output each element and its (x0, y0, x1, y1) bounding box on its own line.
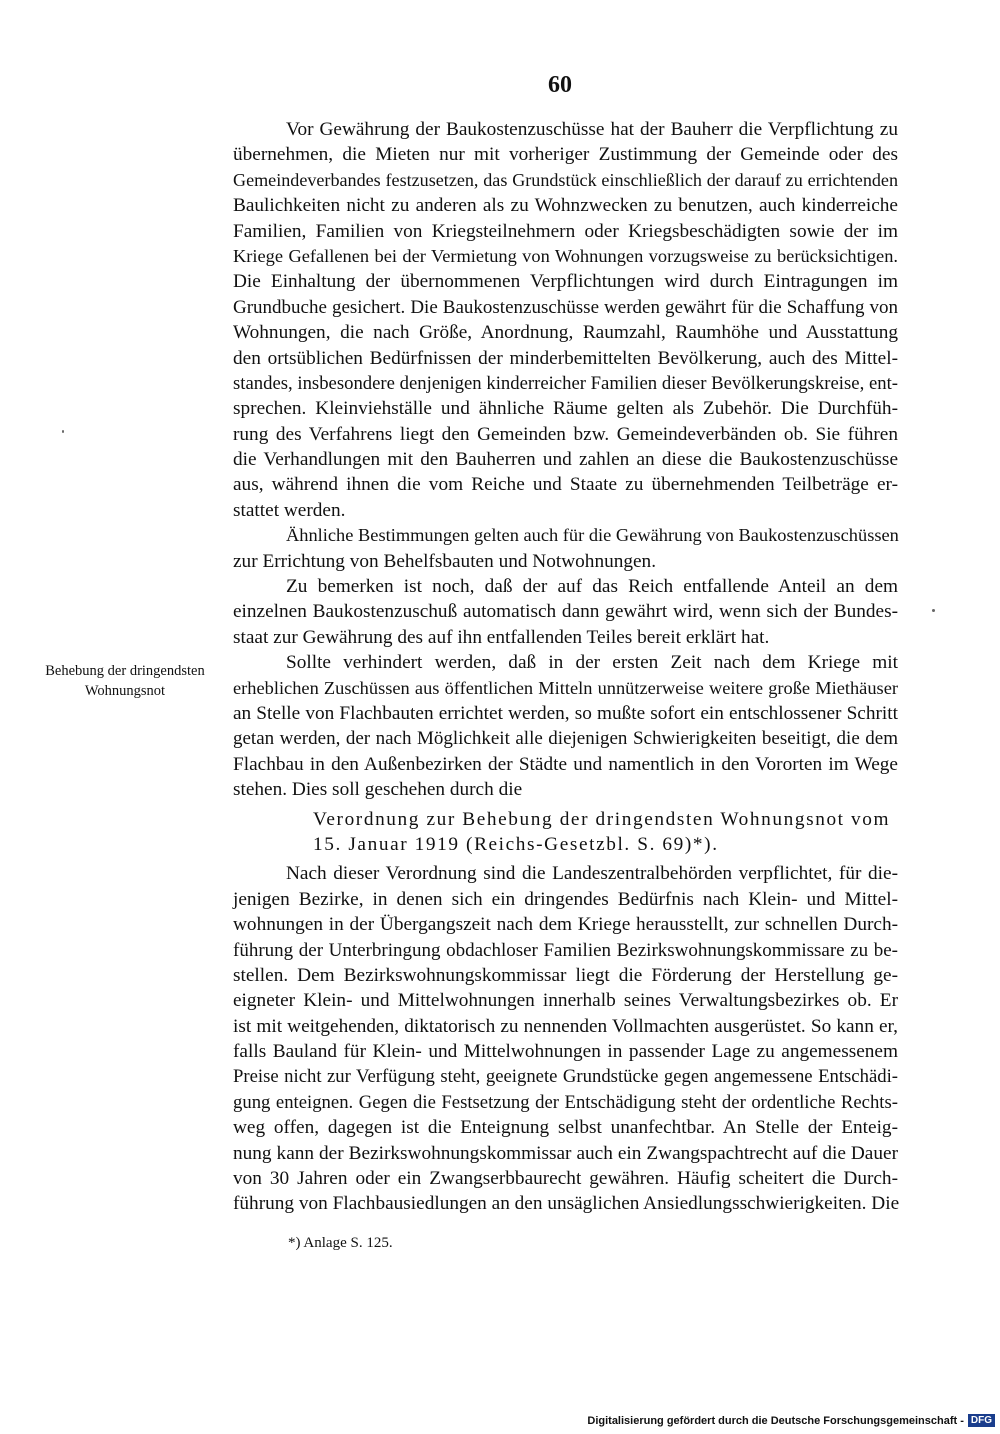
text-line: Vor Gewährung der Baukostenzuschüsse hat der Bauherr die Verpflichtung zu (286, 119, 898, 140)
text-line: Sollte verhindert werden, daß in der ersten Zeit nach dem Kriege mit (286, 652, 898, 674)
body-text (233, 117, 898, 1217)
text-line: falls Bauland für Klein- und Mittelwohnungen in passender Lage zu angemessenem (233, 1041, 898, 1063)
text-line: Familien, Familien von Kriegsteilnehmern oder Kriegsbeschädigten sowie der im (233, 220, 898, 242)
text-line: an Stelle von Flachbauten errichtet werden, so mußte sofort ein entschlossener Schritt (233, 702, 898, 724)
text-line: wohnungen in der Übergangszeit nach dem Kriege herausstellt, zur schnellen Durch- (233, 914, 898, 936)
text-line: ist mit weitgehenden, diktatorisch zu nennenden Vollmachten ausgerüstet. So kann er, (233, 1015, 898, 1037)
digitization-credit (587, 1414, 995, 1427)
scan-speck (62, 430, 64, 433)
text-line: übernehmen, die Mieten nur mit vorheriger Zustimmung der Gemeinde oder des (233, 144, 898, 166)
text-line: nung kann der Bezirkswohnungskommissar auch ein Zwangspachtrecht auf die Dauer (233, 1142, 898, 1164)
text-line: weg offen, dagegen ist die Enteignung selbst unanfechtbar. An Stelle der Enteig- (233, 1117, 898, 1139)
text-line: den ortsüblichen Bedürfnissen der minderbemittelten Bevölkerung, auch des Mittel- (233, 347, 898, 369)
paragraph (233, 117, 898, 523)
text-line: stellen. Dem Bezirkswohnungskommissar liegt die Förderung der Herstellung ge- (233, 964, 898, 986)
dfg-logo: DFG (968, 1414, 995, 1427)
text-line: Preise nicht zur Verfügung steht, geeignete Grundstücke gegen angemessene Entschädi- (233, 1066, 898, 1088)
text-line: Ähnliche Bestimmungen gelten auch für die Gewährung von Baukostenzuschüssen (286, 525, 899, 546)
text-line: zur Errichtung von Behelfsbauten und Notwohnungen. (233, 550, 657, 572)
paragraph (233, 574, 898, 650)
text-line: aus, während ihnen die vom Reiche und Staate zu übernehmenden Teilbeträge er- (233, 474, 898, 496)
text-line: standes, insbesondere denjenigen kinderreicher Familien dieser Bevölkerungskreise, ent- (233, 372, 898, 394)
marginal-note (30, 662, 220, 701)
text-line: Baulichkeiten nicht zu anderen als zu Wohnzwecken zu benutzen, auch kinderreiche (233, 195, 898, 217)
paragraph (233, 523, 898, 574)
credit-text: Digitalisierung gefördert durch die Deutsche Forschungsgemeinschaft - (587, 1414, 964, 1427)
marginal-note-line: Wohnungsnot (84, 682, 166, 699)
paragraph (233, 650, 898, 802)
text-line: eigneter Klein- und Mittelwohnungen innerhalb seines Verwaltungsbezirkes ob. Er (233, 990, 898, 1012)
footnote: *) Anlage S. 125. (288, 1235, 393, 1251)
text-line: 15. Januar 1919 (Reichs-Gesetzbl. S. 69)*). (313, 833, 719, 855)
text-line: staat zur Gewährung des auf ihn entfallenden Teiles bereit erklärt hat. (233, 626, 770, 648)
text-line: Flachbau in den Außenbezirken der Städte und namentlich in den Vororten im Wege (233, 753, 898, 775)
text-line: stattet werden. (233, 499, 346, 521)
text-line: Kriege Gefallenen bei der Vermietung von Wohnungen vorzugsweise zu berücksichtigen. (233, 245, 898, 266)
text-line: einzelnen Baukostenzuschuß automatisch dann gewährt wird, wenn sich der Bundes- (233, 601, 898, 623)
text-line: die Verhandlungen mit den Bauherren und zahlen an diese die Baukostenzuschüsse (233, 449, 898, 471)
text-line: Wohnungen, die nach Größe, Anordnung, Raumzahl, Raumhöhe und Ausstattung (233, 322, 898, 344)
text-line: Verordnung zur Behebung der dringendsten Wohnungsnot vom (313, 808, 891, 830)
text-line: Gemeindeverbandes festzusetzen, das Grundstück einschließlich der darauf zu errichtenden (233, 169, 898, 190)
text-line: jenigen Bezirke, in denen sich ein dringendes Bedürfnis nach Klein- und Mittel- (233, 888, 898, 910)
text-line: getan werden, der nach Möglichkeit alle diejenigen Schwierigkeiten beseitigt, die dem (233, 728, 898, 750)
text-line: stehen. Dies soll geschehen durch die (233, 779, 523, 801)
text-line: rung des Verfahrens liegt den Gemeinden bzw. Gemeindeverbänden ob. Sie führen (233, 423, 898, 445)
scan-speck (932, 609, 935, 612)
text-line: Die Einhaltung der übernommenen Verpflichtungen wird durch Eintragungen im (233, 271, 898, 293)
text-line: sprechen. Kleinviehställe und ähnliche Räume gelten als Zubehör. Die Durchfüh- (233, 398, 898, 420)
marginal-note-line: Behebung der dringendsten (45, 663, 205, 679)
text-line: führung von Flachbausiedlungen an den unsäglichen Ansiedlungsschwierigkeiten. Die (233, 1193, 900, 1215)
text-line: von 30 Jahren oder ein Zwangserbbaurecht gewähren. Häufig scheitert die Durch- (233, 1168, 898, 1190)
paragraph (233, 861, 898, 1216)
text-line: gung enteignen. Gegen die Festsetzung der Entschädigung steht der ordentliche Rechts- (233, 1091, 898, 1113)
text-line: Grundbuche gesichert. Die Baukostenzuschüsse werden gewährt für die Schaffung von (233, 296, 898, 318)
text-line: Nach dieser Verordnung sind die Landeszentralbehörden verpflichtet, für die- (286, 863, 898, 885)
page-number: 60 (548, 72, 572, 98)
decree-title (233, 807, 898, 858)
text-line: Zu bemerken ist noch, daß der auf das Reich entfallende Anteil an dem (286, 576, 898, 598)
text-line: erheblichen Zuschüssen aus öffentlichen Mitteln unnützerweise weitere große Miethäuser (233, 677, 898, 698)
text-line: führung der Unterbringung obdachloser Familien Bezirkswohnungskommissare zu be- (233, 939, 898, 961)
